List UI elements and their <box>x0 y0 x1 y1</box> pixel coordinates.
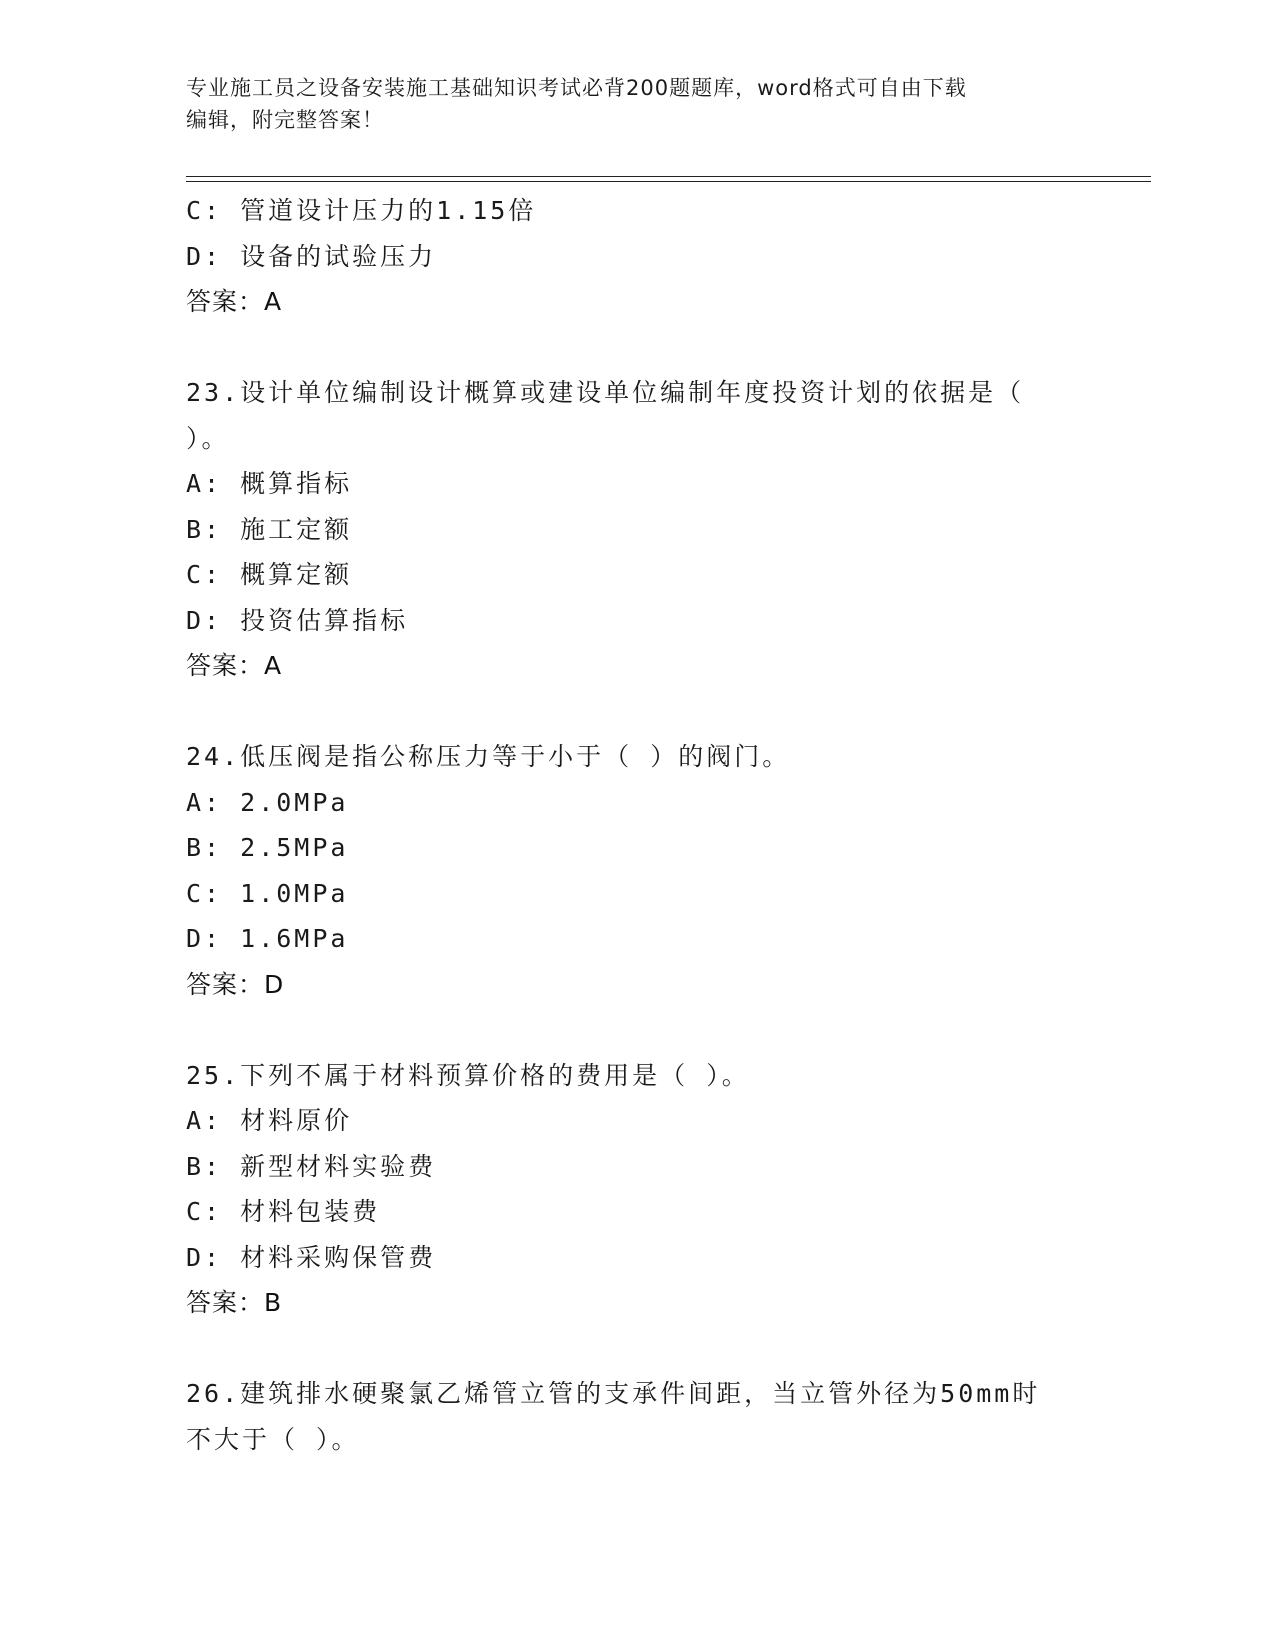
option-c: C: 概算定额 <box>186 560 353 589</box>
option-c: C: 1.0MPa <box>186 878 349 908</box>
question-stem: 24.低压阀是指公称压力等于小于（ ）的阀门。 <box>186 742 791 771</box>
question-stem-continued: ）。 <box>186 423 230 453</box>
answer: 答案：B <box>186 1288 283 1317</box>
option-b: B: 新型材料实验费 <box>186 1151 437 1181</box>
option-a: A: 2.0MPa <box>186 787 349 817</box>
spacer <box>186 689 1066 735</box>
option-d: D: 材料采购保管费 <box>186 1242 437 1272</box>
question-list <box>186 188 1066 1462</box>
option-b: B: 2.5MPa <box>186 833 349 862</box>
question-stem-continued: 不大于（ ）。 <box>186 1424 360 1454</box>
spacer <box>186 1007 1066 1053</box>
answer: 答案：A <box>186 651 283 680</box>
option-a: A: 概算指标 <box>186 469 353 498</box>
question-23 <box>186 370 1066 689</box>
option-b: B: 施工定额 <box>186 514 353 544</box>
question-stem: 26.建筑排水硬聚氯乙烯管立管的支承件间距，当立管外径为50mm时 <box>186 1379 1041 1408</box>
question-stem: 23.设计单位编制设计概算或建设单位编制年度投资计划的依据是（ <box>186 378 1025 407</box>
question-24 <box>186 734 1066 1007</box>
option-a: A: 材料原价 <box>186 1106 353 1135</box>
question-stem: 25.下列不属于材料预算价格的费用是（ ）。 <box>186 1060 750 1090</box>
spacer <box>186 1326 1066 1372</box>
question-26 <box>186 1371 1066 1462</box>
question-22-tail <box>186 188 1066 325</box>
option-d: D: 设备的试验压力 <box>186 241 437 271</box>
spacer <box>186 325 1066 371</box>
option-d: D: 投资估算指标 <box>186 605 409 635</box>
option-d: D: 1.6MPa <box>186 924 349 953</box>
answer: 答案：A <box>186 287 283 316</box>
header-divider-bottom <box>186 181 1151 182</box>
header-divider-top <box>186 176 1151 177</box>
option-c: C: 材料包装费 <box>186 1197 381 1226</box>
question-25 <box>186 1053 1066 1326</box>
document-header <box>186 72 1066 136</box>
header-line-1: 专业施工员之设备安装施工基础知识考试必背200题题库，word格式可自由下载 <box>186 76 967 100</box>
header-line-2: 编辑，附完整答案！ <box>186 108 384 132</box>
option-c: C: 管道设计压力的1.15倍 <box>186 196 537 225</box>
answer: 答案：D <box>186 969 285 999</box>
